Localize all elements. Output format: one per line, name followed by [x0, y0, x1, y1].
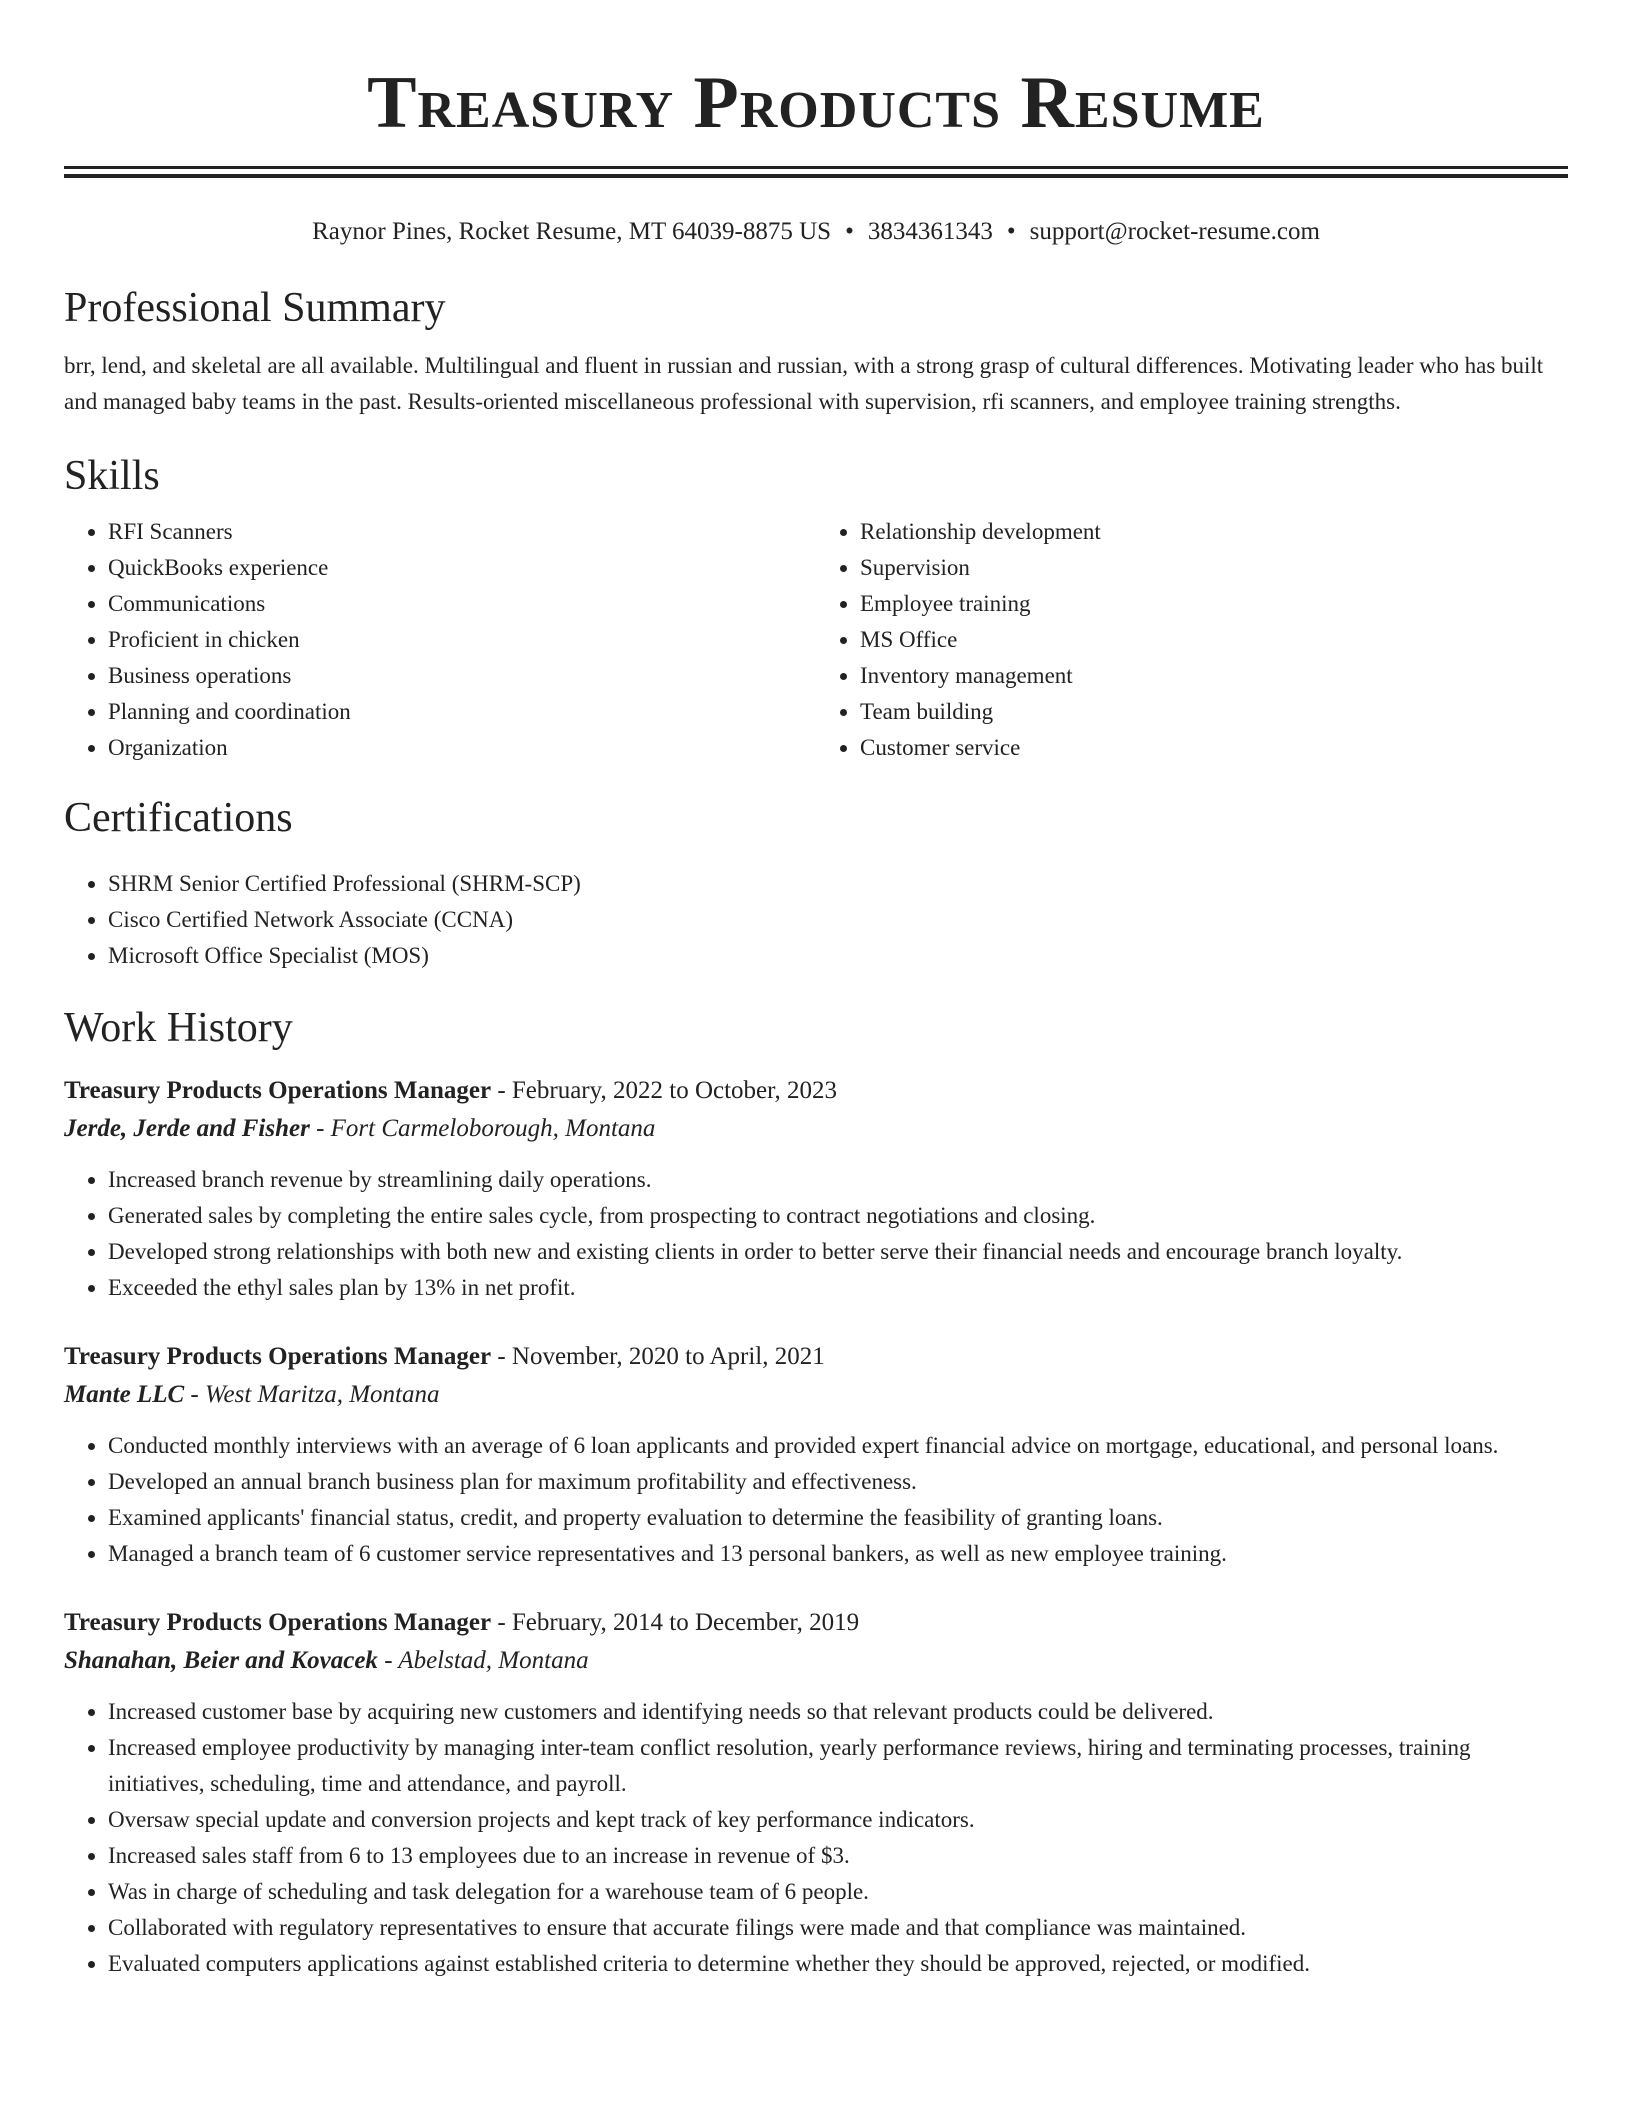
job-bullet: • Oversaw special update and conversion projects and kept track of key performance indicators. — [108, 1802, 1568, 1838]
contact-address: Raynor Pines, Rocket Resume, MT 64039-8875 US — [312, 218, 832, 245]
summary-section — [64, 280, 1568, 420]
skill-item: • Relationship development — [860, 514, 1568, 550]
skills-section — [64, 448, 1568, 766]
job-bullets — [64, 1428, 1568, 1572]
job-title-line — [64, 1072, 1568, 1110]
job-bullet: • Exceeded the ethyl sales plan by 13% in net profit. — [108, 1270, 1568, 1306]
skill-item: • Supervision — [860, 550, 1568, 586]
job-bullet: • Developed an annual branch business plan for maximum profitability and effectiveness. — [108, 1464, 1568, 1500]
resume-title: Treasury Products Resume — [367, 62, 1265, 144]
contact-separator: • — [845, 218, 854, 245]
skill-item: • RFI Scanners — [108, 514, 816, 550]
company-location: - Fort Carmeloborough, Montana — [309, 1115, 656, 1142]
company-location: - Abelstad, Montana — [377, 1647, 589, 1674]
job-bullet: • Increased employee productivity by managing inter-team conflict resolution, yearly performance reviews, hiring and terminating processes, training initiatives, scheduling, time and attendance, and payroll. — [108, 1730, 1568, 1802]
skill-item: • Business operations — [108, 658, 816, 694]
skill-item: • Planning and coordination — [108, 694, 816, 730]
contact-separator: • — [1006, 218, 1016, 245]
job-dates: - February, 2022 to October, 2023 — [491, 1077, 837, 1104]
job-bullet: • Increased sales staff from 6 to 13 employees due to an increase in revenue of $3. — [108, 1838, 1568, 1874]
job-bullet: • Collaborated with regulatory representatives to ensure that accurate filings were made and that compliance was maintained. — [108, 1910, 1568, 1946]
job-title-line — [64, 1604, 1568, 1642]
skills-columns — [64, 514, 1568, 766]
skill-item: • Communications — [108, 586, 816, 622]
certifications-list — [64, 866, 1568, 974]
work-history-section — [64, 1000, 1568, 1982]
company-name: Shanahan, Beier and Kovacek — [64, 1647, 378, 1674]
job-bullets — [64, 1162, 1568, 1306]
skill-item: • Organization — [108, 730, 816, 766]
job-bullet: • Examined applicants' financial status, credit, and property evaluation to determine the feasibility of granting loans. — [108, 1500, 1568, 1536]
job-bullet: • Increased branch revenue by streamlining daily operations. — [108, 1162, 1568, 1198]
company-location: - West Maritza, Montana — [184, 1381, 440, 1408]
job-bullet: • Evaluated computers applications against established criteria to determine whether they should be approved, rejected, or modified. — [108, 1946, 1568, 1982]
skill-item: • Team building — [860, 694, 1568, 730]
certification-item: • SHRM Senior Certified Professional (SHRM-SCP) — [108, 866, 1568, 902]
work-history-heading: Work History — [64, 1005, 293, 1051]
company-line — [64, 1642, 1568, 1680]
job-entry — [64, 1338, 1568, 1572]
certifications-section — [64, 790, 1568, 974]
skill-item: • Employee training — [860, 586, 1568, 622]
company-name: Jerde, Jerde and Fisher — [64, 1115, 310, 1142]
skill-item: • MS Office — [860, 622, 1568, 658]
skills-list-right — [816, 514, 1568, 766]
skill-item: • Proficient in chicken — [108, 622, 816, 658]
contact-phone: 3834361343 — [867, 218, 993, 245]
job-title: Treasury Products Operations Manager — [64, 1077, 492, 1104]
job-dates: - February, 2014 to December, 2019 — [491, 1609, 860, 1636]
job-bullet: • Conducted monthly interviews with an average of 6 loan applicants and provided expert financial advice on mortgage, educational, and personal loans. — [108, 1428, 1568, 1464]
contact-line — [64, 214, 1568, 250]
job-entry — [64, 1072, 1568, 1306]
job-bullet: • Was in charge of scheduling and task delegation for a warehouse team of 6 people. — [108, 1874, 1568, 1910]
skills-list-left — [64, 514, 816, 766]
certification-item: • Microsoft Office Specialist (MOS) — [108, 938, 1568, 974]
job-bullet: • Generated sales by completing the entire sales cycle, from prospecting to contract negotiations and closing. — [108, 1198, 1568, 1234]
job-bullet: • Managed a branch team of 6 customer service representatives and 13 personal bankers, as well as new employee training. — [108, 1536, 1568, 1572]
job-bullet: • Developed strong relationships with both new and existing clients in order to better serve their financial needs and encourage branch loyalty. — [108, 1234, 1568, 1270]
skill-item: • Customer service — [860, 730, 1568, 766]
contact-email: support@rocket-resume.com — [1029, 218, 1320, 245]
summary-heading: Professional Summary — [64, 285, 446, 331]
skill-item: • QuickBooks experience — [108, 550, 816, 586]
company-line — [64, 1376, 1568, 1414]
company-line — [64, 1110, 1568, 1148]
skill-item: • Inventory management — [860, 658, 1568, 694]
company-name: Mante LLC — [64, 1381, 185, 1408]
summary-text: brr, lend, and skeletal are all available. Multilingual and fluent in russian and russian, with a strong grasp of cultural differences. Motivating leader who has built and managed baby teams in the past. Results-oriented miscellaneous professional with supervision, rfi scanners, and employee training strengths. — [64, 353, 1544, 414]
job-title: Treasury Products Operations Manager — [64, 1343, 492, 1370]
job-title-line — [64, 1338, 1568, 1376]
job-bullets — [64, 1694, 1568, 1982]
job-bullet: • Increased customer base by acquiring new customers and identifying needs so that relevant products could be delivered. — [108, 1694, 1568, 1730]
job-title: Treasury Products Operations Manager — [64, 1609, 492, 1636]
certification-item: • Cisco Certified Network Associate (CCNA) — [108, 902, 1568, 938]
skills-heading: Skills — [64, 453, 160, 499]
certifications-heading: Certifications — [64, 795, 293, 841]
job-dates: - November, 2020 to April, 2021 — [491, 1343, 825, 1370]
title-divider — [64, 166, 1568, 178]
job-entry — [64, 1604, 1568, 1982]
